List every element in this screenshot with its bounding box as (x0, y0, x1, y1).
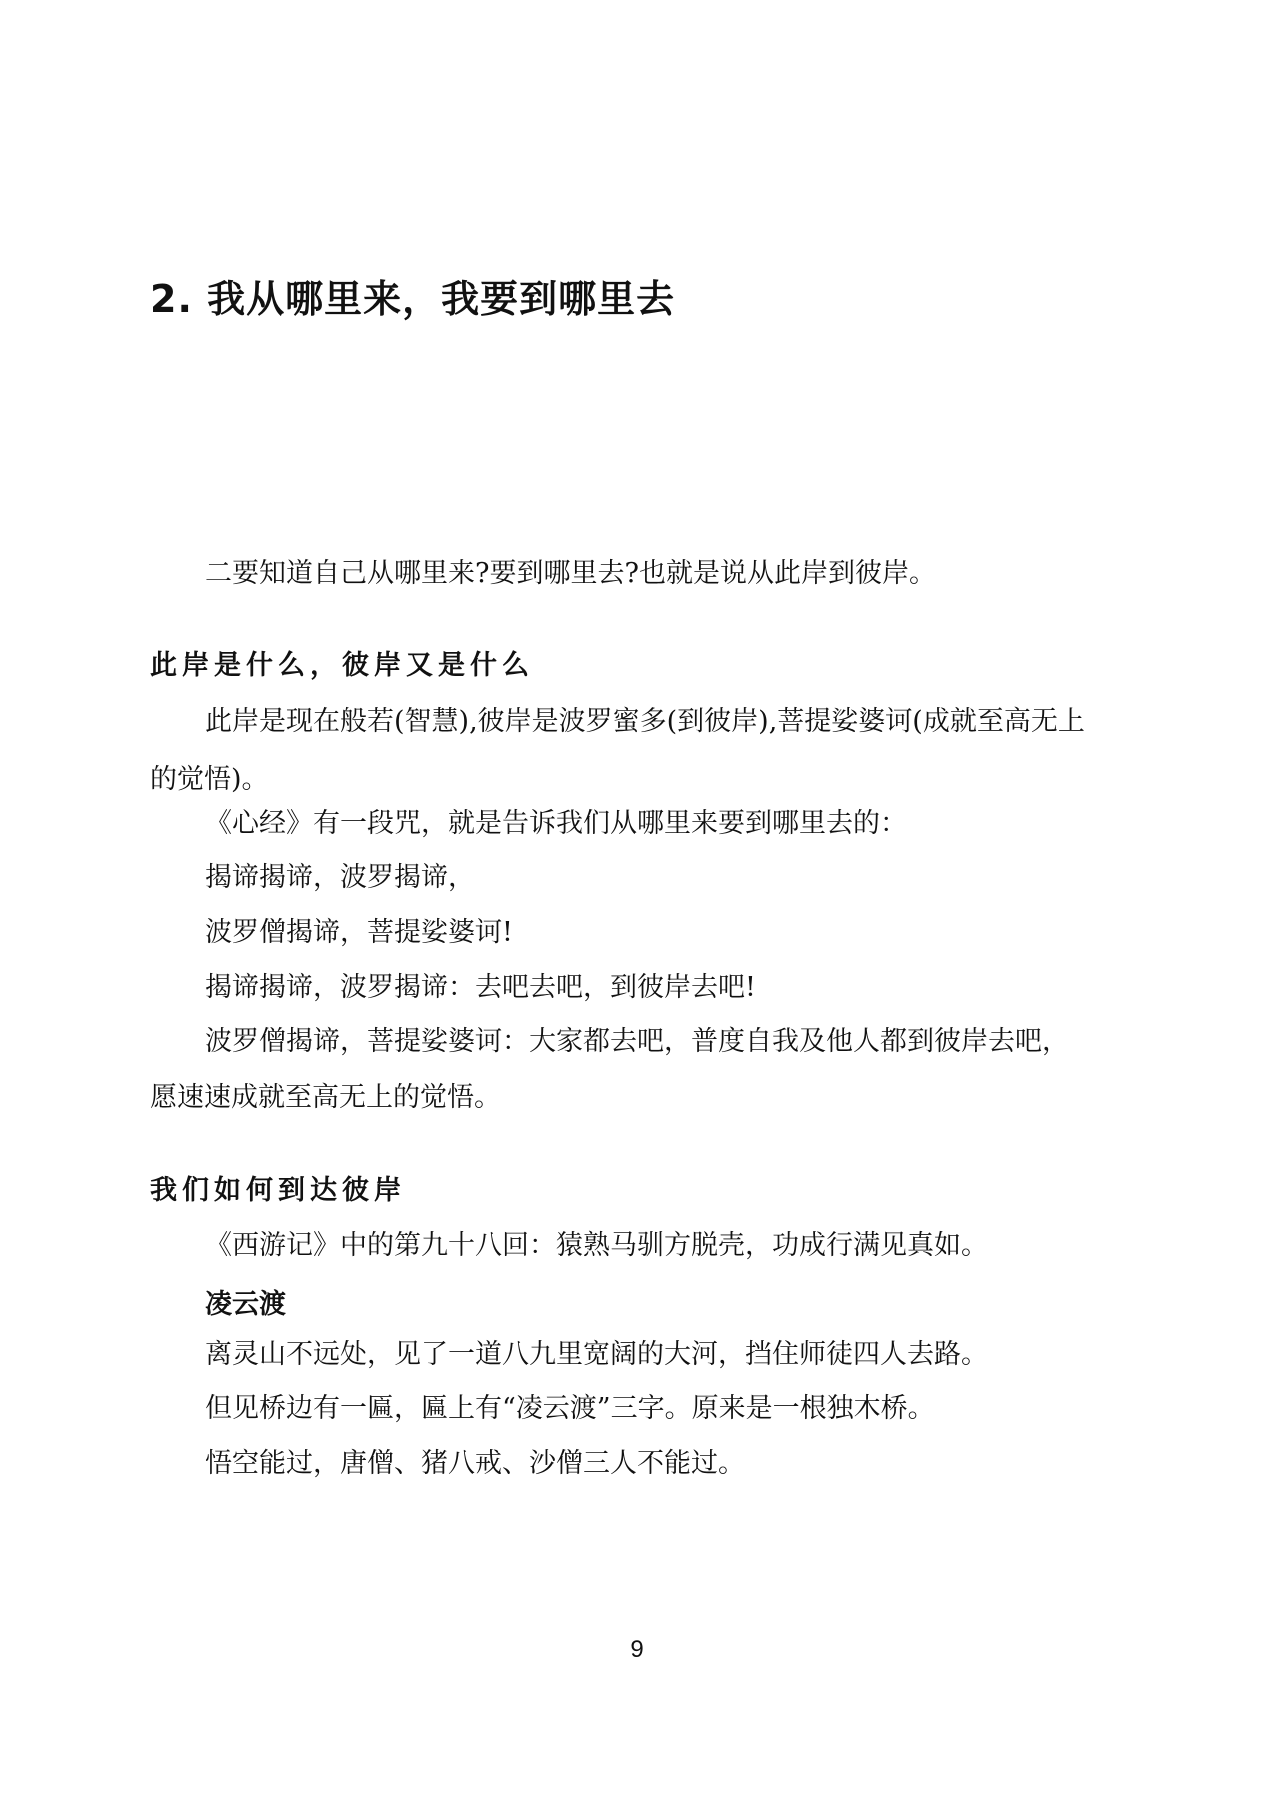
mantra-line-2: 波罗僧揭谛，菩提娑婆诃! (205, 917, 513, 948)
story-line-2: 但见桥边有一匾，匾上有“凌云渡”三字。原来是一根独木桥。 (205, 1393, 935, 1424)
mantra-line-1: 揭谛揭谛，波罗揭谛， (205, 862, 475, 893)
subheading-lingyun-ferry: 凌云渡 (205, 1289, 286, 1320)
chapter-title: 2. 我从哪里来，我要到哪里去 (150, 277, 676, 321)
story-line-3: 悟空能过，唐僧、猪八戒、沙僧三人不能过。 (205, 1448, 745, 1479)
intro-paragraph: 二要知道自己从哪里来?要到哪里去?也就是说从此岸到彼岸。 (205, 558, 936, 589)
section-heading-reach-shore: 我们如何到达彼岸 (150, 1175, 406, 1206)
shore-definition-paragraph: 此岸是现在般若(智慧),彼岸是波罗蜜多(到彼岸),菩提娑婆诃(成就至高无上的觉悟)。 (150, 706, 1085, 795)
heart-sutra-intro: 《心经》有一段咒，就是告诉我们从哪里来要到哪里去的： (205, 808, 907, 839)
section-heading-shore: 此岸是什么，彼岸又是什么 (150, 650, 534, 681)
journey-west-paragraph: 《西游记》中的第九十八回：猿熟马驯方脱壳，功成行满见真如。 (205, 1230, 988, 1261)
mantra-line-4: 波罗僧揭谛，菩提娑婆诃：大家都去吧，普度自我及他人都到彼岸去吧， (205, 1026, 1069, 1057)
mantra-line-3: 揭谛揭谛，波罗揭谛：去吧去吧，到彼岸去吧! (205, 972, 756, 1003)
mantra-line-4-continued: 愿速速成就至高无上的觉悟。 (150, 1082, 501, 1113)
page-number: 9 (630, 1636, 644, 1663)
story-line-1: 离灵山不远处，见了一道八九里宽阔的大河，挡住师徒四人去路。 (205, 1339, 988, 1370)
